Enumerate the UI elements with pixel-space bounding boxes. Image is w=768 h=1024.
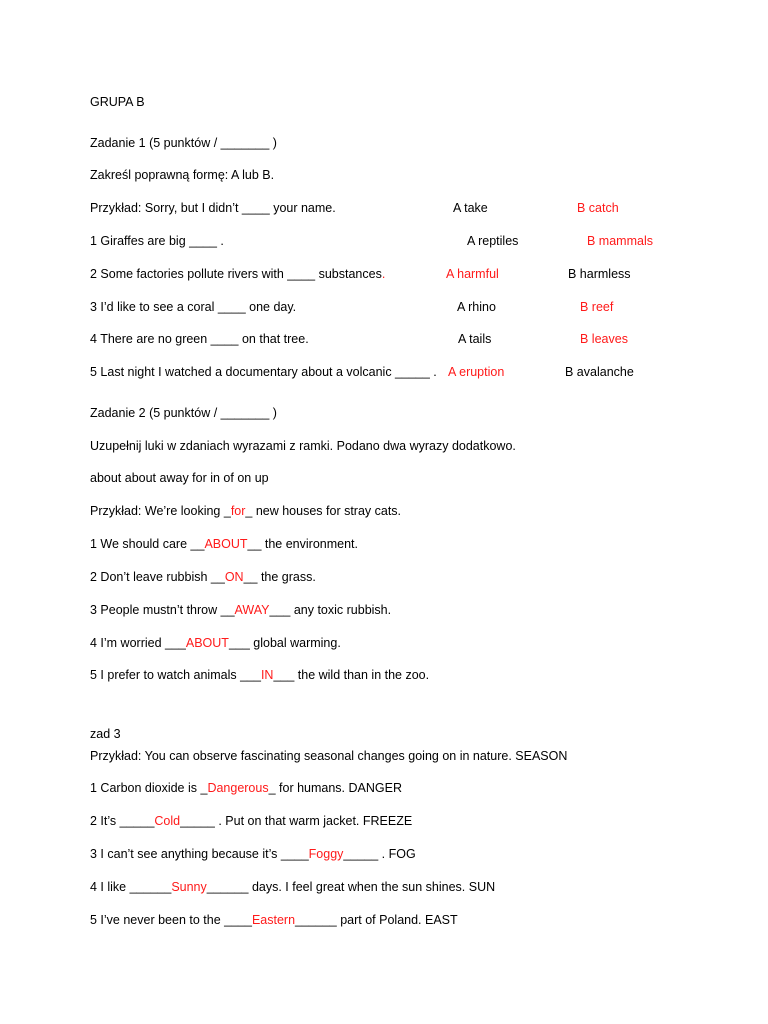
task3-item: 3 I can’t see anything because it’s ____Foggy_____ . FOG [90, 847, 416, 861]
task1-instruction: Zakreśl poprawną formę: A lub B. [90, 168, 275, 182]
task1-item-option-a: A reptiles [467, 234, 519, 248]
task1-item-option-a: A rhino [457, 300, 496, 314]
task1-item-text: 2 Some factories pollute rivers with ____ substances. [90, 267, 386, 281]
task2-heading: Zadanie 2 (5 punktów / _______ ) [90, 406, 277, 420]
task3-item: 1 Carbon dioxide is _Dangerous_ for humans. DANGER [90, 781, 402, 795]
page-title: GRUPA B [90, 95, 145, 109]
task2-word-box: about about away for in of on up [90, 471, 269, 485]
task1-example-option-b: B catch [577, 201, 619, 215]
task2-item: 3 People mustn’t throw __AWAY___ any toxic rubbish. [90, 603, 392, 617]
answer: Sunny [171, 880, 207, 894]
task2-item: 1 We should care __ABOUT__ the environment. [90, 537, 358, 551]
task2-item: 5 I prefer to watch animals ___IN___ the wild than in the zoo. [90, 668, 430, 682]
answer: ON [224, 570, 244, 584]
task3-item: 4 I like ______Sunny______ days. I feel great when the sun shines. SUN [90, 880, 496, 894]
task1-item-text: 3 I’d like to see a coral ____ one day. [90, 300, 297, 314]
task3-heading: zad 3 [90, 727, 121, 741]
task2-instruction: Uzupełnij luki w zdaniach wyrazami z ramki. Podano dwa wyrazy dodatkowo. [90, 439, 516, 453]
answer: for [230, 504, 246, 518]
task3-example: Przykład: You can observe fascinating seasonal changes going on in nature. SEASON [90, 749, 568, 763]
answer: ABOUT [204, 537, 248, 551]
answer: IN [260, 668, 274, 682]
task2-item: 2 Don’t leave rubbish __ON__ the grass. [90, 570, 316, 584]
task1-item-text: 4 There are no green ____ on that tree. [90, 332, 309, 346]
task1-item-option-b: B harmless [568, 267, 631, 281]
task1-example-option-a: A take [453, 201, 488, 215]
answer: Foggy [308, 847, 344, 861]
task1-item-option-b: B avalanche [565, 365, 634, 379]
task2-example: Przykład: We’re looking _for_ new houses for stray cats. [90, 504, 402, 518]
answer: Dangerous [207, 781, 269, 795]
task3-item: 2 It’s _____Cold_____ . Put on that warm jacket. FREEZE [90, 814, 413, 828]
task1-item-option-b: B mammals [587, 234, 653, 248]
task1-item-text: 5 Last night I watched a documentary about a volcanic _____ . [90, 365, 437, 379]
answer: Eastern [251, 913, 296, 927]
task1-item-option-a: A eruption [448, 365, 505, 379]
task1-item-option-b: B reef [580, 300, 614, 314]
task1-heading: Zadanie 1 (5 punktów / _______ ) [90, 136, 277, 150]
task2-item: 4 I’m worried ___ABOUT___ global warming. [90, 636, 341, 650]
task1-item-text: 1 Giraffes are big ____ . [90, 234, 224, 248]
answer: Cold [154, 814, 181, 828]
task1-item-option-a: A tails [458, 332, 492, 346]
task3-item: 5 I’ve never been to the ____Eastern______ part of Poland. EAST [90, 913, 458, 927]
task1-item-option-b: B leaves [580, 332, 628, 346]
answer: AWAY [234, 603, 270, 617]
task1-example-text: Przykład: Sorry, but I didn’t ____ your name. [90, 201, 336, 215]
task1-item-option-a: A harmful [446, 267, 499, 281]
answer: ABOUT [185, 636, 229, 650]
